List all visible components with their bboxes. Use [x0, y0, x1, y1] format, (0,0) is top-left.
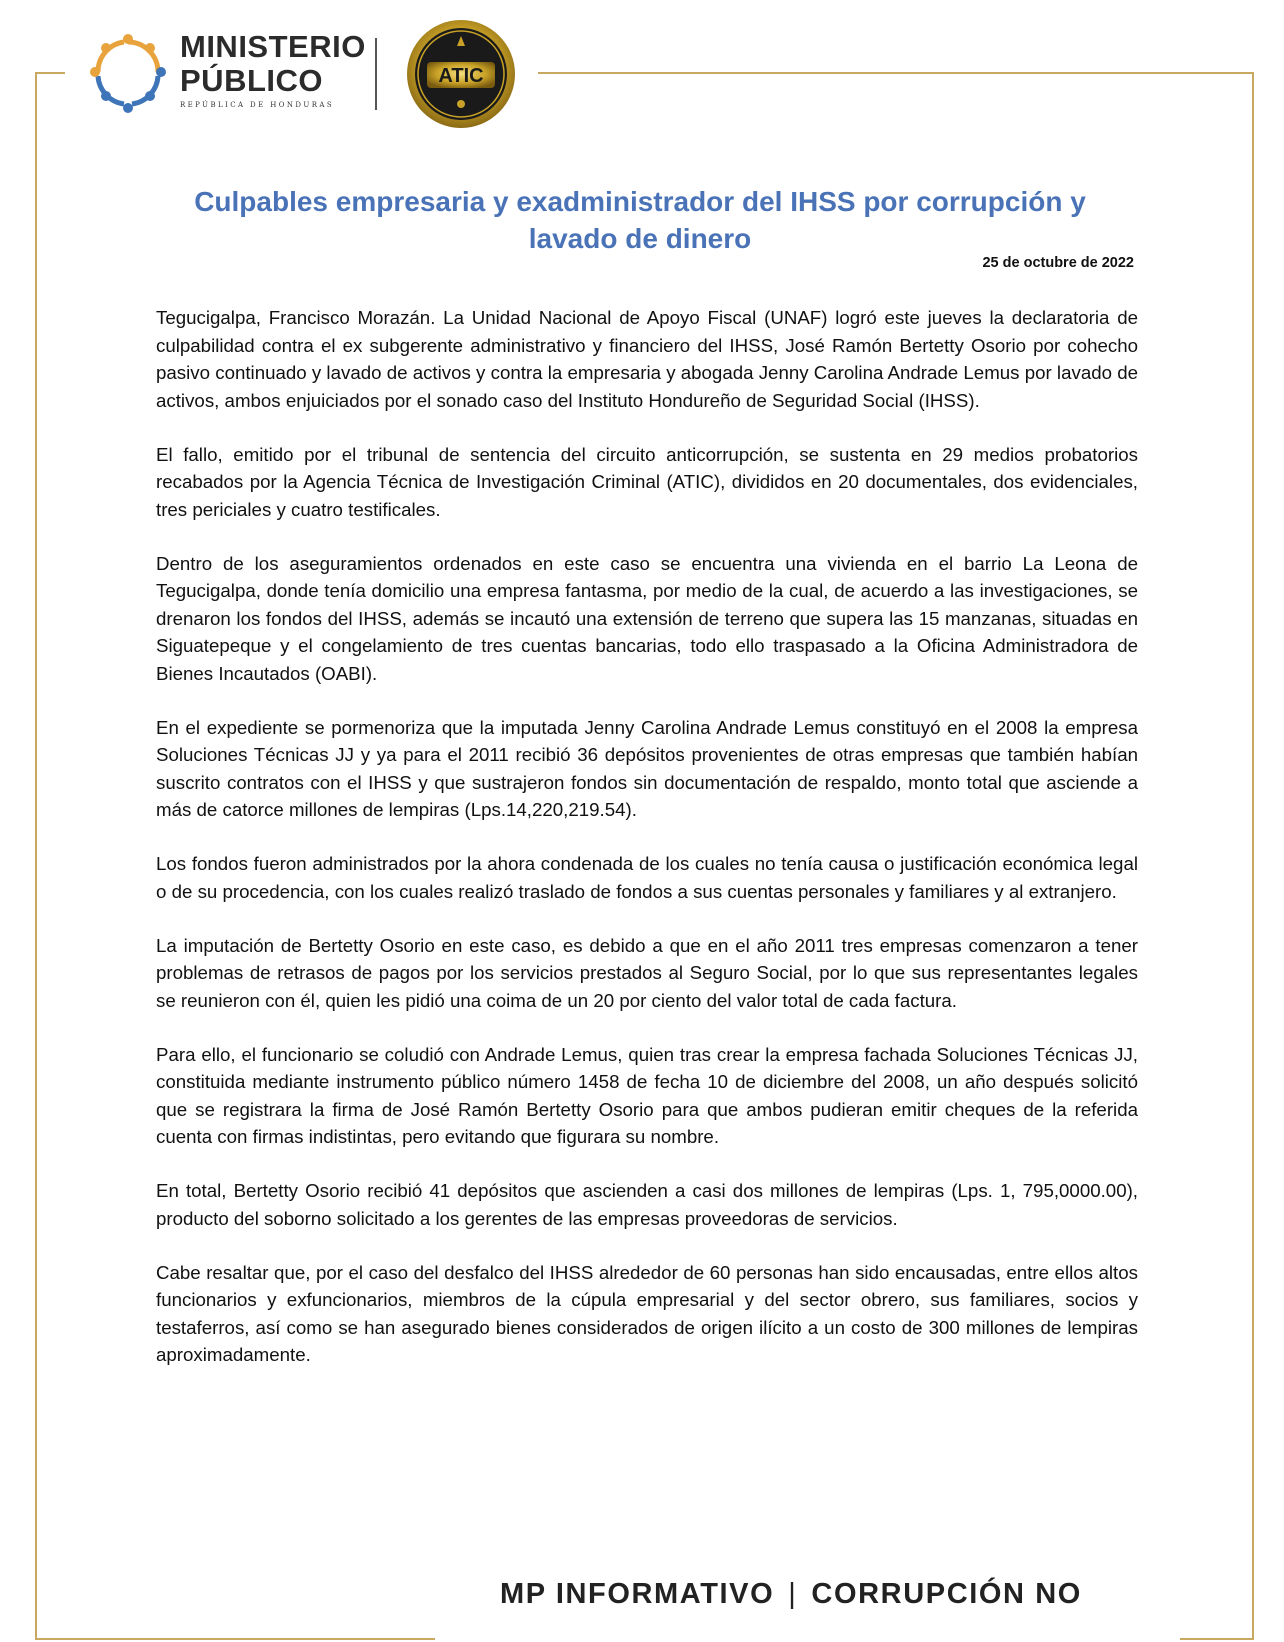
article-paragraph: En el expediente se pormenoriza que la imputada Jenny Carolina Andrade Lemus constituyó en el 2008 la empresa Soluciones Técnicas JJ y ya para el 2011 recibió 36 depósitos provenientes de otras empresas que también habían suscrito contratos con el IHSS y que sustrajeron fondos sin documentación de respaldo, monto total que asciende a más de catorce millones de lempiras (Lps.14,220,219.54). [156, 716, 1138, 820]
atic-logo-text: ATIC [438, 65, 484, 87]
article-paragraph: La imputación de Bertetty Osorio en este caso, es debido a que en el año 2011 tres empresas comenzaron a tener problemas de retrasos de pagos por los servicios prestados al Seguro Social, por lo que sus representantes legales se reunieron con él, quien les pidió una coima de un 20 por ciento del valor total de cada factura. [156, 934, 1138, 1011]
article-paragraph: Cabe resaltar que, por el caso del desfalco del IHSS alrededor de 60 personas han sido encausadas, entre ellos altos funcionarios y exfuncionarios, miembros de la cúpula empresarial y del sector obrero, sus familiares, socios y testaferros, así como se han asegurado bienes considerados de origen ilícito a un costo de 300 millones de lempiras aproximadamente. [156, 1261, 1138, 1365]
article-paragraph: Los fondos fueron administrados por la ahora condenada de los cuales no tenía causa o justificación económica legal o de su procedencia, con los cuales realizó traslado de fondos a sus cuentas personales y familiares y al extranjero. [156, 853, 1138, 902]
article-paragraph: El fallo, emitido por el tribunal de sentencia del circuito anticorrupción, se sustenta en 29 medios probatorios recabados por la Agencia Técnica de Investigación Criminal (ATIC), divididos en 20 documentales, dos evidenciales, tres periciales y cuatro testificales. [156, 443, 1138, 520]
frame-line-left [35, 72, 37, 1640]
article-paragraph: Tegucigalpa, Francisco Morazán. La Unidad Nacional de Apoyo Fiscal (UNAF) logró este jueves la declaratoria de culpabilidad contra el ex subgerente administrativo y financiero del IHSS, José Ramón Bertetty Osorio por cohecho pasivo continuado y lavado de activos y contra la empresaria y abogada Jenny Carolina Andrade Lemus por lavado de activos, ambos enjuiciados por el sonado caso del Instituto Hondureño de Seguridad Social (IHSS). [156, 307, 1138, 411]
article-paragraph: En total, Bertetty Osorio recibió 41 depósitos que ascienden a casi dos millones de lempiras (Lps. 1, 795,0000.00), producto del soborno solicitado a los gerentes de las empresas proveedoras de servicios. [156, 1180, 1138, 1229]
article-body [156, 304, 1138, 1395]
frame-line-top-right [538, 72, 1254, 74]
footer-separator: | [788, 1578, 798, 1610]
article-paragraph: Para ello, el funcionario se coludió con Andrade Lemus, quien tras crear la empresa fachada Soluciones Técnicas JJ, constituida mediante instrumento público número 1458 de fecha 10 de diciembre del 2008, un año después solicitó que se registrara la firma de José Ramón Bertetty Osorio para que ambos pudieran emitir cheques de la referida cuenta con firmas indistintas, pero evitando que figurara su nombre. [156, 1043, 1138, 1147]
footer-mp-informativo: MP INFORMATIVO [500, 1578, 775, 1610]
article-paragraph: Dentro de los aseguramientos ordenados en este caso se encuentra una vivienda en el barrio La Leona de Tegucigalpa, donde tenía domicilio una empresa fantasma, por medio de la cual, de acuerdo a las investigaciones, se drenaron los fondos del IHSS, además se incautó una extensión de terreno que supera las 15 manzanas, situadas en Siguatepeque y el congelamiento de tres cuentas bancarias, todo ello traspasado a la Oficina Administradora de Bienes Incautados (OABI). [156, 552, 1138, 684]
ministerio-publico-wordmark [180, 30, 366, 109]
mp-logo-subtitle: REPÚBLICA DE HONDURAS [180, 101, 335, 109]
mp-logo-line2: PÚBLICO [180, 63, 323, 98]
frame-line-top-left [35, 72, 65, 74]
frame-line-right [1252, 72, 1254, 1640]
frame-line-bottom-right [1180, 1638, 1254, 1640]
frame-line-bottom-left [35, 1638, 435, 1640]
logo-divider [375, 38, 377, 110]
footer-tagline [500, 1578, 1118, 1611]
mp-logo-line1: MINISTERIO [180, 29, 366, 64]
ministerio-publico-logo-icon [88, 32, 168, 116]
article-title: Culpables empresaria y exadministrador del IHSS por corrupción y lavado de dinero [194, 186, 1086, 254]
article-date: 25 de octubre de 2022 [982, 255, 1134, 271]
atic-seal-logo-icon [405, 18, 517, 130]
footer-corrupcion-no: CORRUPCIÓN NO [811, 1578, 1082, 1610]
